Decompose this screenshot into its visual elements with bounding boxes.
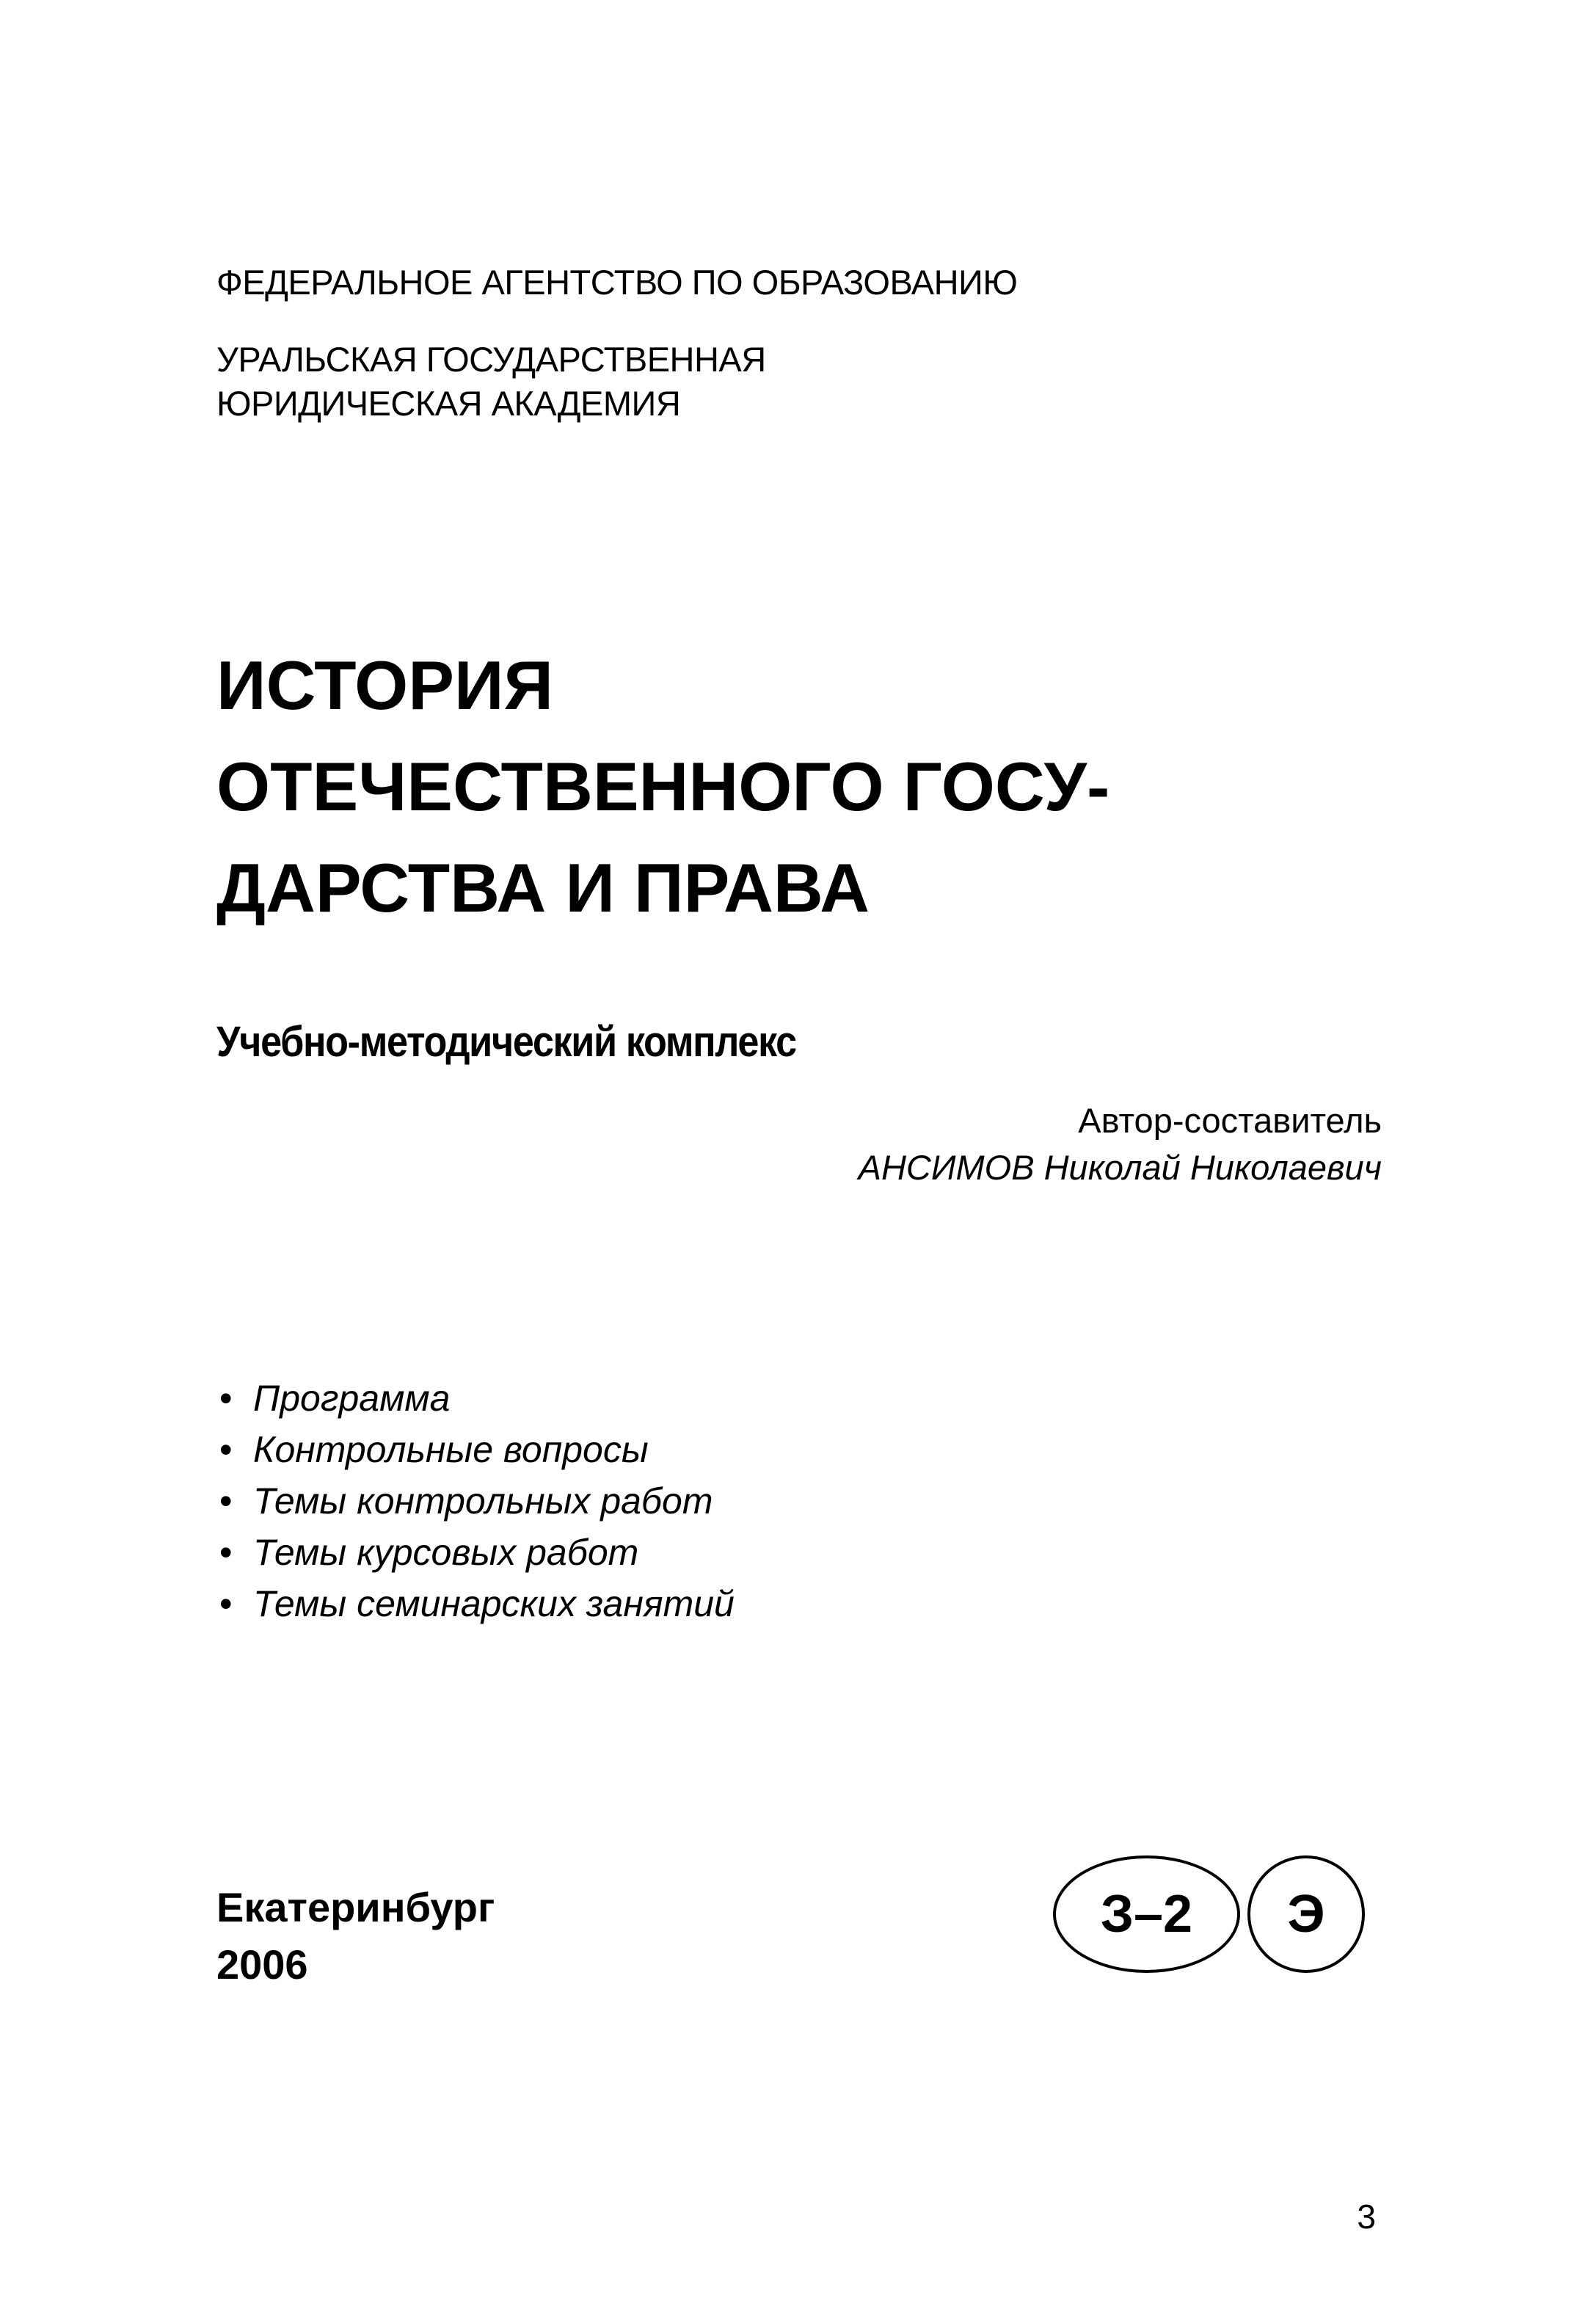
document-title-line2: ОТЕЧЕСТВЕННОГО ГОСУ-: [216, 748, 1110, 825]
list-item: [216, 1578, 735, 1629]
bullet-icon: •: [219, 1429, 233, 1470]
bullet-icon: •: [219, 1378, 233, 1419]
list-item-label: Темы семинарских занятий: [253, 1583, 735, 1624]
list-item-label: Темы контрольных работ: [253, 1480, 713, 1522]
list-item: [216, 1373, 735, 1424]
imprint: [216, 1879, 495, 1993]
classification-oval-mark: З–2: [1053, 1855, 1240, 1973]
document-title-line1: ИСТОРИЯ: [216, 647, 554, 724]
document-title-line3: ДАРСТВА И ПРАВА: [216, 849, 870, 926]
imprint-year: 2006: [216, 1941, 308, 1988]
bullet-icon: •: [219, 1583, 233, 1624]
bullet-icon: •: [219, 1480, 233, 1522]
list-item: [216, 1527, 735, 1578]
academy-name: [216, 338, 766, 426]
academy-name-line2: ЮРИДИЧЕСКАЯ АКАДЕМИЯ: [216, 384, 681, 423]
contents-list: [216, 1373, 735, 1629]
agency-name: ФЕДЕРАЛЬНОЕ АГЕНТСТВО ПО ОБРАЗОВАНИЮ: [216, 263, 1018, 302]
list-item: [216, 1475, 735, 1527]
author-block: [859, 1097, 1382, 1191]
classification-marks: [1053, 1855, 1361, 1977]
imprint-city: Екатеринбург: [216, 1884, 495, 1930]
list-item-label: Программа: [253, 1378, 451, 1419]
page-number: 3: [1357, 2198, 1376, 2236]
academy-name-line1: УРАЛЬСКАЯ ГОСУДАРСТВЕННАЯ: [216, 340, 766, 379]
list-item-label: Контрольные вопросы: [253, 1429, 649, 1470]
classification-circle-mark: Э: [1247, 1855, 1365, 1973]
author-role: Автор-составитель: [1078, 1101, 1382, 1140]
list-item: [216, 1424, 735, 1475]
list-item-label: Темы курсовых работ: [253, 1532, 639, 1573]
document-title: [216, 635, 1109, 939]
author-name: АНСИМОВ Николай Николаевич: [858, 1148, 1382, 1187]
bullet-icon: •: [219, 1532, 233, 1573]
document-subtitle: Учебно-методический комплекс: [216, 1018, 796, 1066]
